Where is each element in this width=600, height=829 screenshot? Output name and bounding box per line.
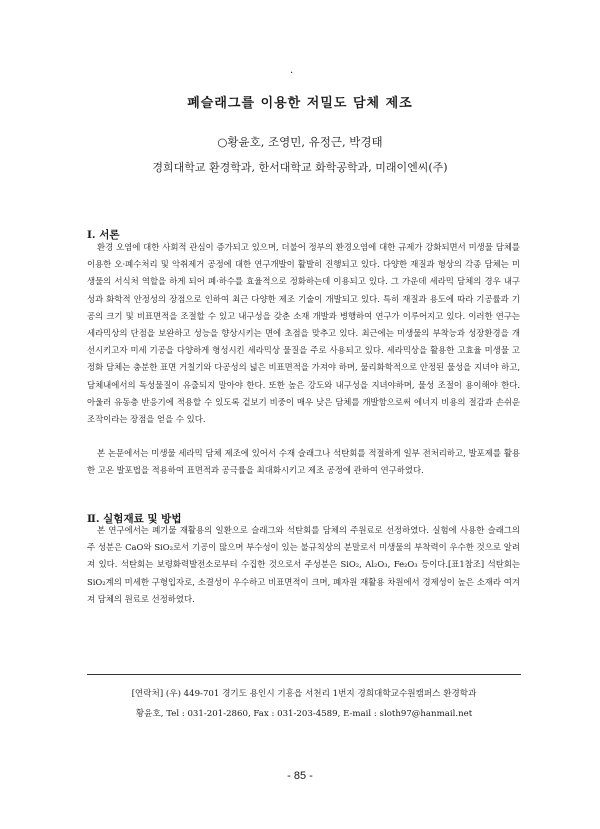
intro-paragraph-1: 환경 오염에 대한 사회적 관심이 증가되고 있으며, 더불어 정부의 환경오염에 대한 규제가 강화되면서 미생물 담체를 이용한 오·폐수처리 및 악취제거 공정에 대한 연구개발이 활발히 진행되고 있다. 다양한 재질과 형상의 각종 담체는 미생물의 서식처 역할을 하게 되어 폐·하수를 효율적으로 정화하는데 이용되고 있다. 그 가운데 세라믹 담체의 경우 내구성과 화학적 안정성의 장점으로 인하여 최근 다양한 제조 기술이 개발되고 있다. 특히 재질과 용도에 따라 기공률과 기공의 크기 및 비표면적을 조절할 수 있고 내구성을 갖춘 소재 개발과 병행하여 연구가 이루어지고 있다. 이러한 연구는 세라믹상의 단점을 보완하고 성능을 향상시키는 면에 초점을 맞추고 있다. 최근에는 미생물의 부착능과 성장환경을 개선시키고자 미세 기공을 다양하게 형성시킨 세라믹상 물질을 주로 사용되고 있다. 세라믹상을 활용한 고효율 미생물 고정화 담체는 충분한 표면 거칠기와 다공성의 넓은 비표면적을 가져야 하며, 물리화학적으로 안정된 물성을 지녀야 하고, 담체내에서의 독성물질이 유출되지 말아야 한다. 또한 높은 강도와 내구성을 지녀야하며, 물성 조절이 용이해야 한다. 아울러 유동층 반응기에 적용할 수 있도록 겉보기 비중이 매우 낮은 담체를 개발함으로써 에너지 비용의 절감과 손쉬운 조작이라는 장점을 얻을 수 있다.	[87, 242, 520, 425]
page-number: - 85 -	[287, 770, 313, 782]
section-heading-materials-methods: Ⅱ. 실험재료 및 방법	[87, 513, 182, 525]
author-list: ○황윤호, 조영민, 유정근, 박경태	[217, 135, 383, 149]
intro-paragraph-2: 본 논문에서는 미생물 세라믹 담체 제조에 있어서 수재 슬래그나 석탄회를 적절하게 일부 전처리하고, 발포제를 활용한 고온 발포법을 적용하여 표면적과 공극률을 최대화시키고 제조 공정에 관하여 연구하였다.	[87, 448, 520, 476]
contact-footnote	[87, 684, 521, 724]
affiliations: 경희대학교 환경학과, 한서대학교 화학공학과, 미래이엔씨(주)	[152, 161, 448, 174]
contact-address: [연락처] (우) 449-701 경기도 용인시 기흥읍 서천리 1번지 경희대학교수원캠퍼스 환경학과	[131, 689, 477, 699]
contact-details: 황윤호, Tel : 031-201-2860, Fax : 031-203-4589, E-mail : sloth97@hanmail.net	[135, 709, 473, 719]
methods-paragraph-1: 본 연구에서는 폐기물 재활용의 일환으로 슬래그와 석탄회를 담체의 주원료로 선정하였다. 실험에 사용한 슬래그의 주 성분은 CaO와 SiO₂로서 기공이 많으며 부수성이 있는 불규칙상의 분말로서 미생물의 부착력이 우수한 것으로 알려져 있다. 석탄회는 보령화력발전소로부터 수집한 것으로서 주성분은 SiO₂, Al₂O₃, Fe₂O₃ 등이다.[표1참조] 석탄회는 SiO₂계의 미세한 구형입자로, 소결성이 우수하고 비표면적이 크며, 폐자원 재활용 차원에서 경제성이 높은 소재라 여겨져 담체의 원료로 선정하였다.	[87, 525, 520, 604]
section-heading-introduction: Ⅰ. 서론	[87, 229, 120, 241]
scan-speck: ·	[290, 68, 294, 79]
paper-title: 폐슬래그를 이용한 저밀도 담체 제조	[187, 96, 413, 111]
footnote-divider	[87, 674, 521, 675]
